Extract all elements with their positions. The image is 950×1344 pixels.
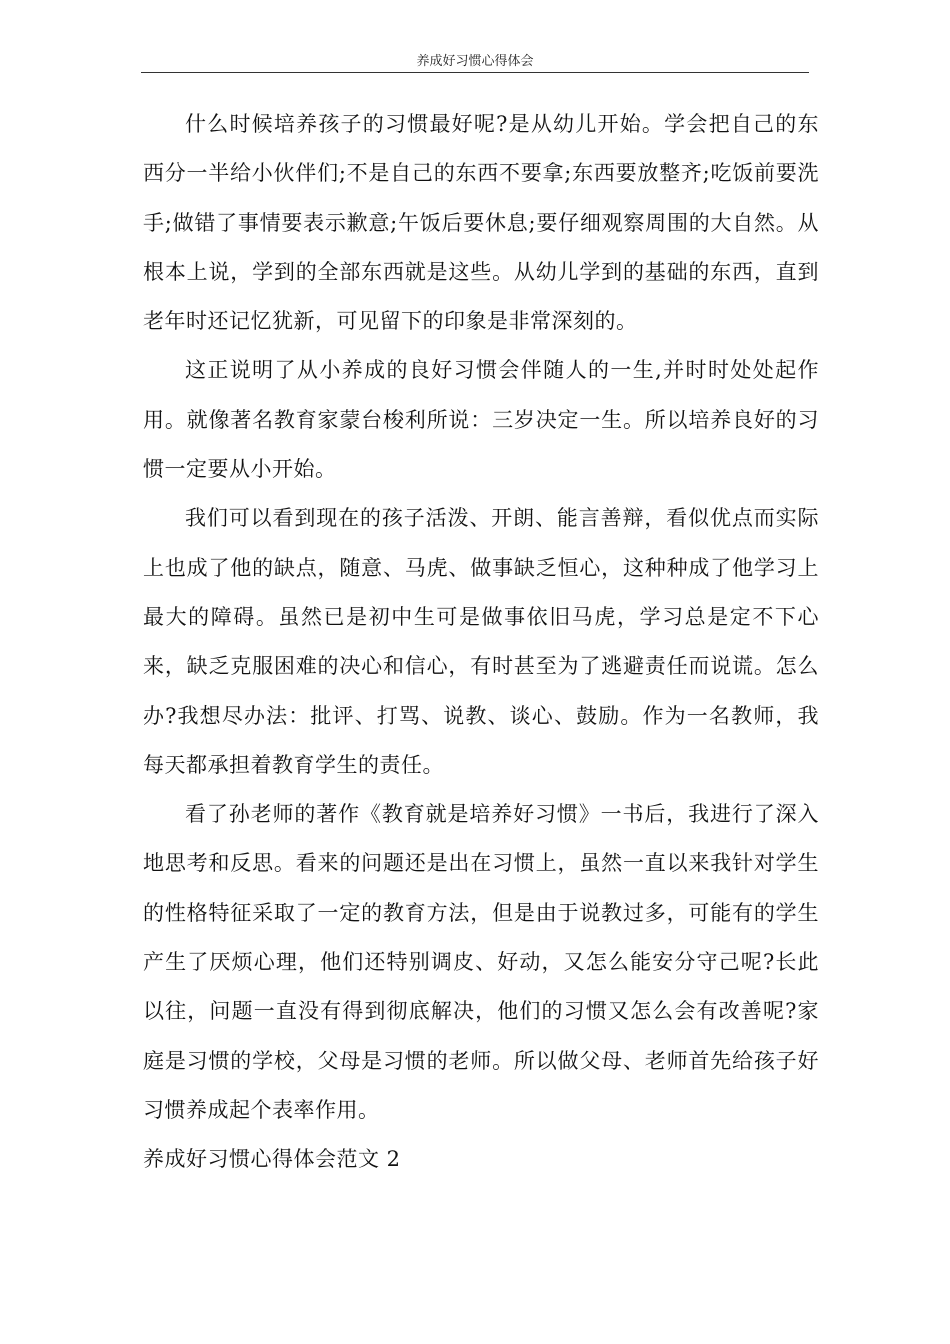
body-text — [143, 100, 819, 1185]
paragraph: 什么时候培养孩子的习惯最好呢?是从幼儿开始。学会把自己的东西分一半给小伙伴们;不是自己的东西不要拿;东西要放整齐;吃饭前要洗手;做错了事情要表示歉意;午饭后要休息;要仔细观察周围的大自然。从根本上说，学到的全部东西就是这些。从幼儿学到的基础的东西，直到老年时还记忆犹新，可见留下的印象是非常深刻的。 — [143, 112, 819, 334]
paragraph: 我们可以看到现在的孩子活泼、开朗、能言善辩，看似优点而实际上也成了他的缺点，随意、马虎、做事缺乏恒心，这种种成了他学习上最大的障碍。虽然已是初中生可是做事依旧马虎，学习总是定不下心来，缺乏克服困难的决心和信心，有时甚至为了逃避责任而说谎。怎么办?我想尽办法：批评、打骂、说教、谈心、鼓励。作为一名教师，我每天都承担着教育学生的责任。 — [143, 506, 819, 777]
paragraph: 看了孙老师的著作《教育就是培养好习惯》一书后，我进行了深入地思考和反思。看来的问题还是出在习惯上，虽然一直以来我针对学生的性格特征采取了一定的教育方法，但是由于说教过多，可能有的学生产生了厌烦心理，他们还特别调皮、好动，又怎么能安分守己呢?长此以往，问题一直没有得到彻底解决，他们的习惯又怎么会有改善呢?家庭是习惯的学校，父母是习惯的老师。所以做父母、老师首先给孩子好习惯养成起个表率作用。 — [143, 802, 819, 1122]
running-header: 养成好习惯心得体会 — [416, 54, 534, 69]
header-rule — [141, 72, 809, 73]
paragraph: 这正说明了从小养成的良好习惯会伴随人的一生,并时时处处起作用。就像著名教育家蒙台梭利所说：三岁决定一生。所以培养良好的习惯一定要从小开始。 — [143, 358, 819, 482]
section-title: 养成好习惯心得体会范文 2 — [143, 1147, 401, 1172]
